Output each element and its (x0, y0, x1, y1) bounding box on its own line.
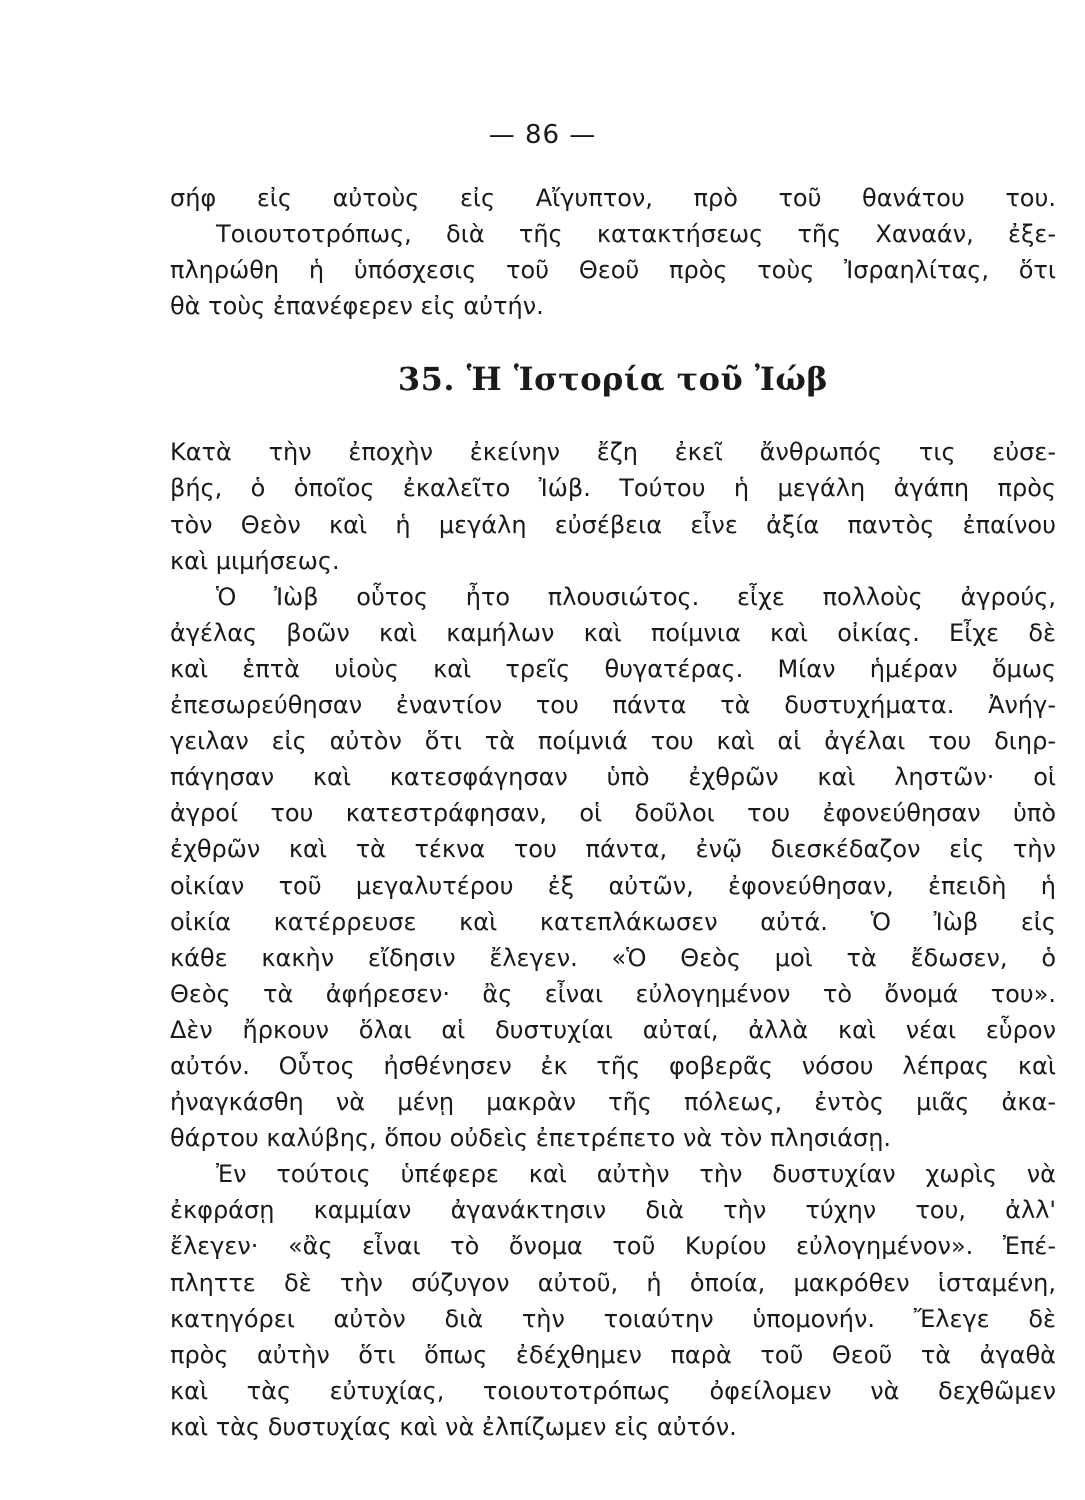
section-heading: 35. Ἡ Ἱστορία τοῦ Ἰώβ (397, 360, 829, 399)
text-line: καὶ τὰς εὐτυχίας, τοιουτοτρόπως ὀφείλομεν νὰ δεχθῶμεν (170, 1376, 1056, 1405)
page-body (170, 180, 1056, 1445)
text-line: πρὸς αὐτὴν ὅτι ὅπως ἐδέχθημεν παρὰ τοῦ Θεοῦ τὰ ἀγαθὰ (170, 1340, 1056, 1369)
text-line: βής, ὁ ὁποῖος ἐκαλεῖτο Ἰώβ. Τούτου ἡ μεγάλη ἀγάπη πρὸς (170, 474, 1056, 503)
text-line: αὐτόν. Οὗτος ἠσθένησεν ἐκ τῆς φοβερᾶς νόσου λέπρας καὶ (170, 1051, 1056, 1080)
text-line: καὶ τὰς δυστυχίας καὶ νὰ ἐλπίζωμεν εἰς αὐτόν. (170, 1412, 737, 1441)
text-line: γειλαν εἰς αὐτὸν ὅτι τὰ ποίμνιά του καὶ αἱ ἀγέλαι του διηρ- (170, 727, 1056, 756)
text-line: ἀγέλας βοῶν καὶ καμήλων καὶ ποίμνια καὶ οἰκίας. Εἶχε δὲ (170, 618, 1056, 647)
text-line: ἀγροί του κατεστράφησαν, οἱ δοῦλοι του ἐφονεύθησαν ὑπὸ (170, 799, 1056, 828)
text-line: θὰ τοὺς ἐπανέφερεν εἰς αὐτήν. (170, 292, 544, 321)
text-line: ἐκφράσῃ καμμίαν ἀγανάκτησιν διὰ τὴν τύχην του, ἀλλ' (170, 1196, 1056, 1225)
text-line: Κατὰ τὴν ἐποχὴν ἐκείνην ἔζη ἐκεῖ ἄνθρωπός τις εὐσε- (170, 438, 1056, 467)
text-line: Δὲν ἤρκουν ὅλαι αἱ δυστυχίαι αὐταί, ἀλλὰ καὶ νέαι εὗρον (170, 1015, 1056, 1044)
text-line: οἰκίαν τοῦ μεγαλυτέρου ἐξ αὐτῶν, ἐφονεύθησαν, ἐπειδὴ ἡ (170, 871, 1056, 900)
intro-paragraph (170, 180, 1056, 324)
text-line: Ἐν τούτοις ὑπέφερε καὶ αὐτὴν τὴν δυστυχίαν χωρὶς νὰ (216, 1160, 1056, 1189)
text-line: πληττε δὲ τὴν σύζυγον αὐτοῦ, ἡ ὁποία, μακρόθεν ἱσταμένη, (170, 1268, 1056, 1297)
text-line: πάγησαν καὶ κατεσφάγησαν ὑπὸ ἐχθρῶν καὶ ληστῶν· οἱ (170, 763, 1056, 792)
text-line: Ὁ Ἰὼβ οὗτος ἦτο πλουσιώτος. εἶχε πολλοὺς ἀγρούς, (216, 582, 1056, 611)
text-line: ἐχθρῶν καὶ τὰ τέκνα του πάντα, ἐνῷ διεσκέδαζον εἰς τὴν (170, 835, 1056, 864)
paragraph-2 (170, 579, 1056, 1157)
page-number: — 86 — (488, 120, 597, 150)
text-line: ἠναγκάσθη νὰ μένῃ μακρὰν τῆς πόλεως, ἐντὸς μιᾶς ἀκα- (170, 1088, 1056, 1117)
text-line: κατηγόρει αὐτὸν διὰ τὴν τοιαύτην ὑπομονήν. Ἔλεγε δὲ (170, 1304, 1056, 1333)
text-line: Θεὸς τὰ ἀφήρεσεν· ἂς εἶναι εὐλογημένον τὸ ὄνομά του». (170, 979, 1056, 1008)
text-line: κάθε κακὴν εἴδησιν ἔλεγεν. «Ὁ Θεὸς μοὶ τὰ ἔδωσεν, ὁ (170, 943, 1056, 972)
paragraph-3 (170, 1156, 1056, 1445)
text-line: οἰκία κατέρρευσε καὶ κατεπλάκωσεν αὐτά. Ὁ Ἰὼβ εἰς (170, 907, 1056, 936)
text-line: σήφ εἰς αὐτοὺς εἰς Αἴγυπτον, πρὸ τοῦ θανάτου του. (170, 184, 1056, 212)
text-line: ἐπεσωρεύθησαν ἐναντίον του πάντα τὰ δυστυχήματα. Ἀνήγ- (170, 691, 1056, 720)
text-line: τὸν Θεὸν καὶ ἡ μεγάλη εὐσέβεια εἶνε ἀξία παντὸς ἐπαίνου (170, 510, 1056, 539)
text-line: καὶ ἑπτὰ υἱοὺς καὶ τρεῖς θυγατέρας. Μίαν ἡμέραν ὅμως (170, 654, 1056, 683)
text-line: ἔλεγεν· «ἂς εἶναι τὸ ὄνομα τοῦ Κυρίου εὐλογημένον». Ἐπέ- (170, 1232, 1056, 1261)
paragraph-1 (170, 434, 1056, 578)
text-line: πληρώθη ἡ ὑπόσχεσις τοῦ Θεοῦ πρὸς τοὺς Ἰσραηλίτας, ὅτι (170, 256, 1056, 285)
text-line: Τοιουτοτρόπως, διὰ τῆς κατακτήσεως τῆς Χαναάν, ἐξε- (216, 220, 1056, 249)
text-line: θάρτου καλύβης, ὅπου οὐδεὶς ἐπετρέπετο νὰ τὸν πλησιάσῃ. (170, 1124, 892, 1153)
text-line: καὶ μιμήσεως. (170, 546, 340, 575)
